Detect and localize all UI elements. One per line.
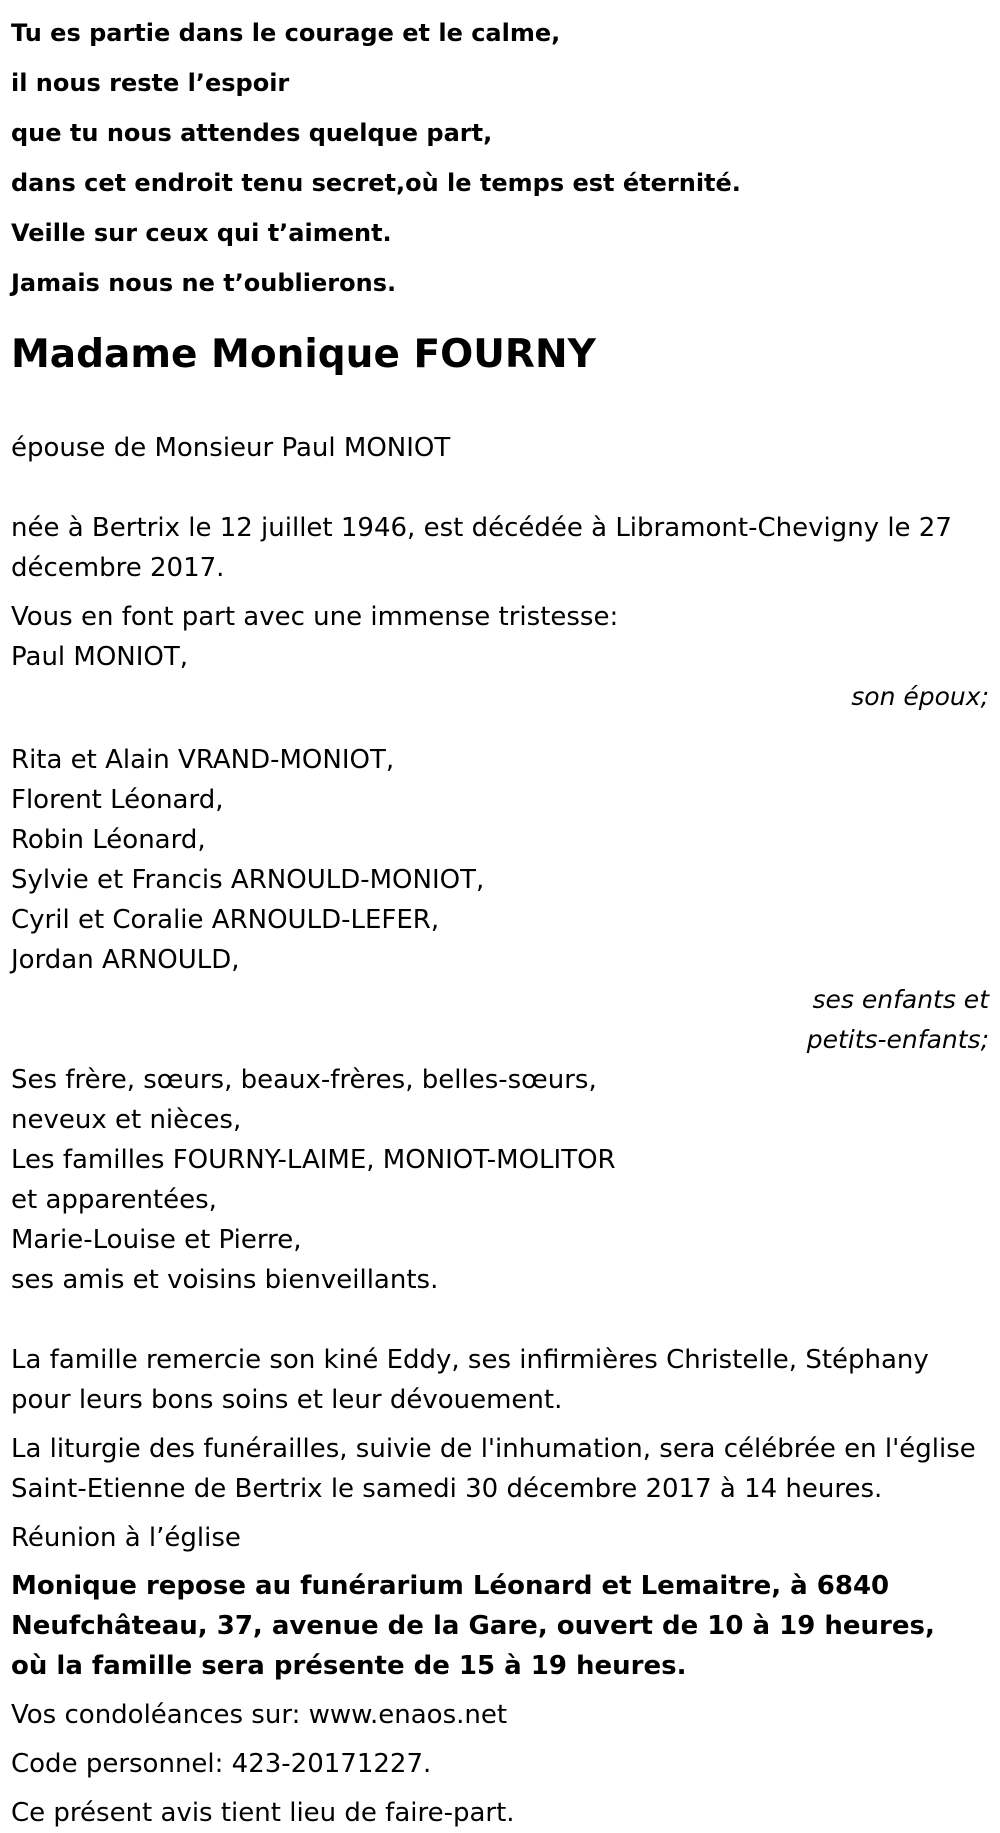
poem-line: que tu nous attendes quelque part, <box>11 119 493 147</box>
list-item: Cyril et Coralie ARNOULD-LEFER, <box>11 905 440 935</box>
personal-code-line: Code personnel: 423-20171227. <box>11 1749 432 1779</box>
thanks-paragraph: La famille remercie son kiné Eddy, ses infirmières Christelle, Stéphany pour leurs bons soins et leur dévouement. <box>11 1345 929 1415</box>
liturgy-paragraph: La liturgie des funérailles, suivie de l'inhumation, sera célébrée en l'église Saint-Etienne de Bertrix le samedi 30 décembre 2017 à 14 heures. <box>11 1434 976 1504</box>
list-item: Ses frère, sœurs, beaux-frères, belles-sœurs, <box>11 1065 597 1095</box>
children-role-label: petits-enfants; <box>806 1025 989 1054</box>
list-item: et apparentées, <box>11 1185 217 1215</box>
list-item: neveux et nièces, <box>11 1105 242 1135</box>
poem-line: Jamais nous ne t’oublierons. <box>11 269 397 297</box>
condolences-line: Vos condoléances sur: www.enaos.net <box>11 1700 508 1730</box>
meeting-line: Réunion à l’église <box>11 1523 241 1553</box>
list-item: Robin Léonard, <box>11 825 206 855</box>
announcement-intro: Vous en font part avec une immense tristesse: <box>11 602 619 632</box>
poem-line: Veille sur ceux qui t’aiment. <box>11 219 392 247</box>
spouse-line: épouse de Monsieur Paul MONIOT <box>11 433 451 463</box>
spouse-role-label: son époux; <box>851 682 989 711</box>
list-item: Marie-Louise et Pierre, <box>11 1225 302 1255</box>
children-list <box>11 740 989 980</box>
birth-death-line: née à Bertrix le 12 juillet 1946, est décédée à Libramont-Chevigny le 27 décembre 2017. <box>11 513 952 583</box>
children-role-label: ses enfants et <box>812 985 989 1014</box>
notice-line: Ce présent avis tient lieu de faire-part. <box>11 1798 515 1828</box>
list-item: Les familles FOURNY-LAIME, MONIOT-MOLITOR <box>11 1145 616 1175</box>
list-item: Florent Léonard, <box>11 785 224 815</box>
poem <box>11 0 989 308</box>
spouse-name: Paul MONIOT, <box>11 642 189 672</box>
list-item: Jordan ARNOULD, <box>11 945 240 975</box>
list-item: Rita et Alain VRAND-MONIOT, <box>11 745 395 775</box>
list-item: ses amis et voisins bienveillants. <box>11 1265 439 1295</box>
poem-line: Tu es partie dans le courage et le calme, <box>11 19 561 47</box>
wake-paragraph: Monique repose au funérarium Léonard et Lemaitre, à 6840 Neufchâteau, 37, avenue de la Gare, ouvert de 10 à 19 heures, où la famille sera présente de 15 à 19 heures. <box>11 1571 935 1681</box>
list-item: Sylvie et Francis ARNOULD-MONIOT, <box>11 865 485 895</box>
family-list <box>11 1060 989 1300</box>
poem-line: dans cet endroit tenu secret,où le temps est éternité. <box>11 169 741 197</box>
poem-line: il nous reste l’espoir <box>11 69 290 97</box>
deceased-name: Madame Monique FOURNY <box>11 332 596 377</box>
